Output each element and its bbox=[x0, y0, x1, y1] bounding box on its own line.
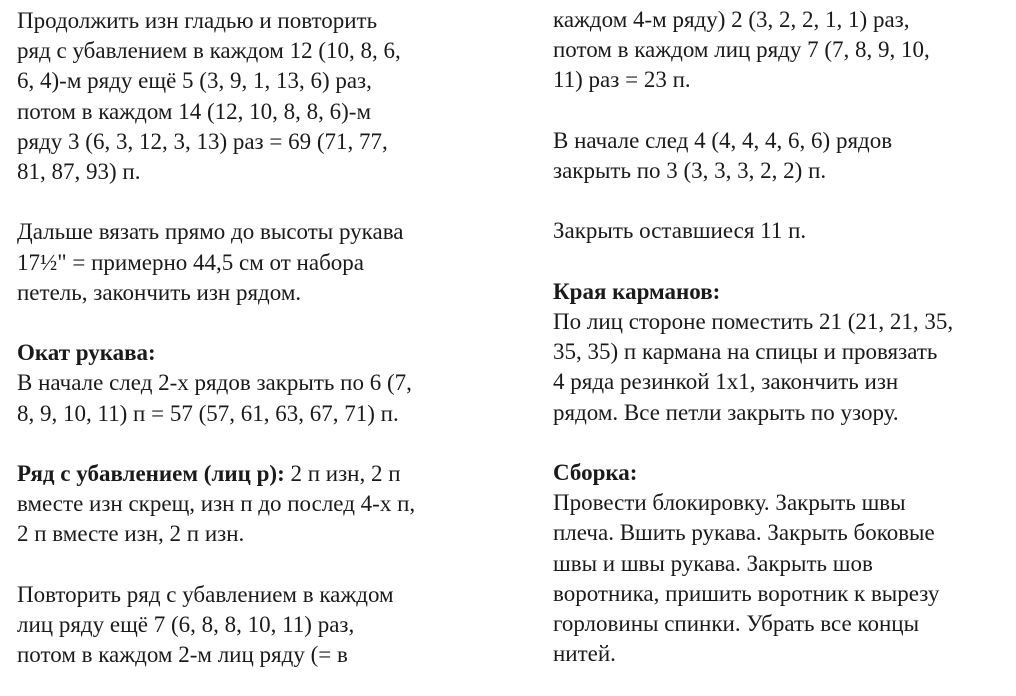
text-line: Продолжить изн гладью и повторить bbox=[17, 8, 378, 33]
section-heading: Окат рукава: bbox=[17, 340, 156, 366]
text-line: потом в каждом 2-м лиц ряду (= в bbox=[17, 642, 348, 668]
text-line: ряду 3 (6, 3, 12, 3, 13) раз = 69 (71, 77, bbox=[17, 128, 388, 154]
paragraph-decrease-row bbox=[17, 459, 517, 550]
inline-heading: Ряд с убавлением (лиц р): bbox=[17, 461, 285, 486]
text-line: 8, 9, 10, 11) п = 57 (57, 61, 63, 67, 71) п. bbox=[17, 400, 399, 426]
section-pocket-edges bbox=[553, 277, 1013, 428]
text-line: 4 ряда резинкой 1х1, закончить изн bbox=[553, 369, 899, 395]
text-line: 81, 87, 93) п. bbox=[17, 159, 141, 185]
paragraph-bind-off-rows bbox=[553, 126, 1013, 186]
text-line: воротника, пришить воротник к вырезу bbox=[553, 580, 940, 606]
text-line: плеча. Вшить рукава. Закрыть боковые bbox=[553, 520, 935, 546]
text-line: закрыть по 3 (3, 3, 3, 2, 2) п. bbox=[553, 158, 827, 183]
section-heading: Края карманов: bbox=[553, 278, 721, 304]
text-line: 11) раз = 23 п. bbox=[553, 67, 691, 93]
section-sleeve-cap bbox=[17, 338, 517, 429]
text-line: лиц ряду ещё 7 (6, 8, 8, 10, 11) раз, bbox=[17, 612, 355, 637]
text-line: 2 п вместе изн, 2 п изн. bbox=[17, 521, 245, 547]
text-line: 6, 4)-м ряду ещё 5 (3, 9, 1, 13, 6) раз, bbox=[17, 68, 372, 94]
section-assembly bbox=[553, 458, 1013, 669]
text-line: вместе изн скрещ, изн п до послед 4-х п, bbox=[17, 491, 416, 517]
text-line bbox=[17, 459, 517, 489]
text-line: 35, 35) п кармана на спицы и провязать bbox=[553, 339, 938, 365]
text-line: Дальше вязать прямо до высоты рукава bbox=[17, 219, 404, 245]
text-line: потом в каждом 14 (12, 10, 8, 8, 6)-м bbox=[17, 98, 372, 124]
text-line: Повторить ряд с убавлением в каждом bbox=[17, 581, 394, 607]
paragraph-bind-off-remaining bbox=[553, 216, 1013, 246]
section-heading: Сборка: bbox=[553, 459, 638, 485]
text-line: В начале след 4 (4, 4, 4, 6, 6) рядов bbox=[553, 127, 893, 153]
text-line: каждом 4-м ряду) 2 (3, 2, 2, 1, 1) раз, bbox=[553, 7, 910, 32]
text-line: швы и швы рукава. Закрыть шов bbox=[553, 550, 873, 576]
text-line: По лиц стороне поместить 21 (21, 21, 35, bbox=[553, 308, 954, 334]
text-line: нитей. bbox=[553, 641, 616, 667]
text-line: рядом. Все петли закрыть по узору. bbox=[553, 399, 899, 425]
text-line: потом в каждом лиц ряду 7 (7, 8, 9, 10, bbox=[553, 37, 930, 63]
paragraph-sleeve-decrease bbox=[17, 6, 517, 187]
text-line: ряд с убавлением в каждом 12 (10, 8, 6, bbox=[17, 38, 401, 64]
right-column bbox=[553, 5, 1013, 669]
text-line: Закрыть оставшиеся 11 п. bbox=[553, 218, 807, 244]
text-line: петель, закончить изн рядом. bbox=[17, 279, 302, 305]
text-line: Провести блокировку. Закрыть швы bbox=[553, 490, 906, 516]
paragraph-repeat-continued bbox=[553, 5, 1013, 96]
inline-text: 2 п изн, 2 п bbox=[284, 461, 401, 486]
left-column bbox=[17, 6, 517, 670]
text-line: В начале след 2-х рядов закрыть по 6 (7, bbox=[17, 370, 412, 396]
text-line: горловины спинки. Убрать все концы bbox=[553, 611, 920, 636]
paragraph-sleeve-length bbox=[17, 217, 517, 308]
text-line: 17½" = примерно 44,5 см от набора bbox=[17, 249, 364, 275]
paragraph-repeat-decrease bbox=[17, 580, 517, 671]
